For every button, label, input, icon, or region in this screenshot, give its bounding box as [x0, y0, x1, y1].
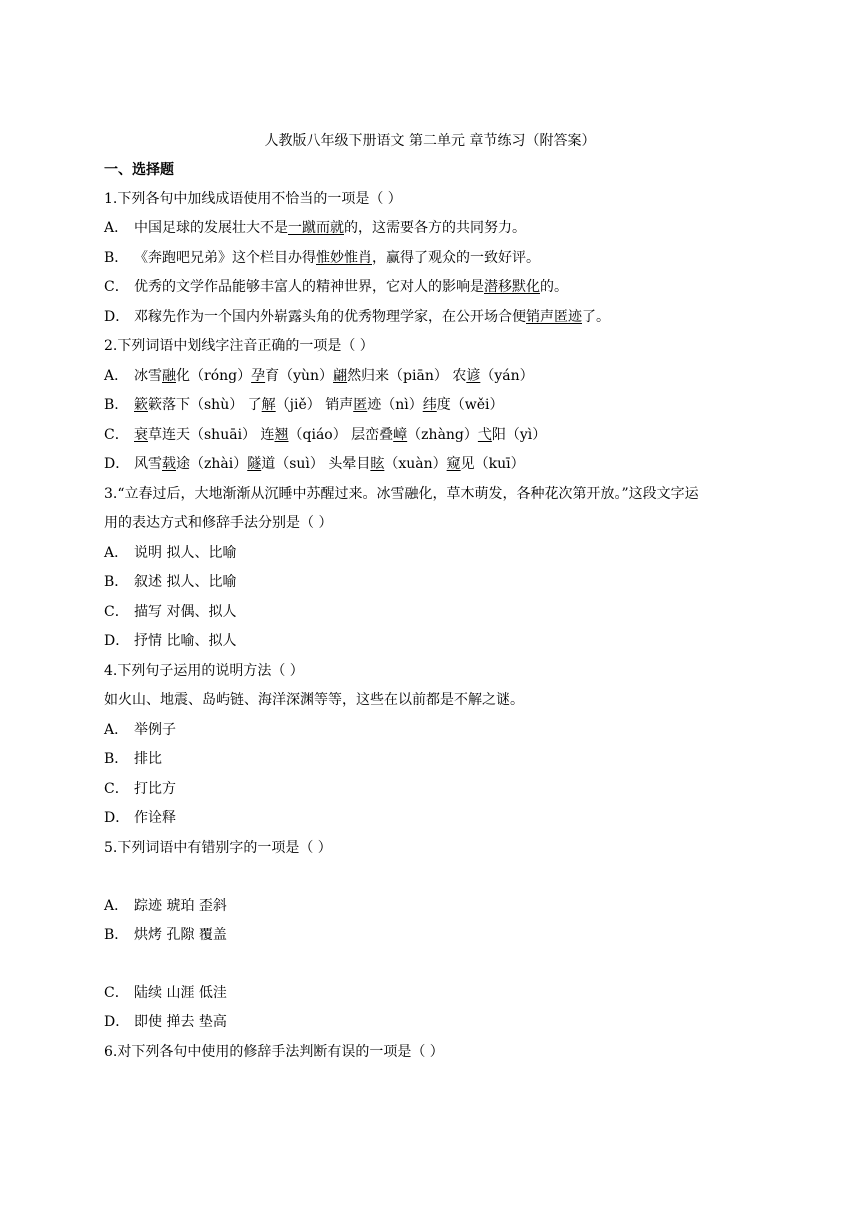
question-3-option-c: [104, 602, 764, 622]
option-text: （jiě） 销声: [275, 397, 354, 413]
section-heading: 一、选择题: [104, 162, 174, 178]
option-label: A．: [104, 545, 129, 561]
option-text: 度（wěi）: [436, 397, 504, 413]
question-1-option-a: [104, 218, 764, 238]
underlined-char: 载: [162, 456, 176, 472]
question-3-stem-line-1: 3.“立春过后，大地渐渐从沉睡中苏醒过来。冰雪融化，草木萌发，各种花次第开放。”这段文字运: [104, 486, 699, 502]
option-text: 道（suì） 头晕目: [261, 456, 371, 472]
underlined-char: 弋: [477, 427, 492, 443]
question-1-option-b: [104, 248, 764, 268]
option-text: 的，这需要各方的共同努力。: [344, 220, 526, 236]
question-4-option-d: [104, 808, 764, 828]
option-text: 然归来（piān） 农: [347, 368, 467, 384]
underlined-idiom: 一蹴而就: [288, 220, 344, 236]
underlined-char: 簌: [134, 397, 148, 413]
option-label: B．: [104, 751, 129, 767]
underlined-char: 谚: [466, 368, 481, 384]
option-text: （qiáo） 层峦叠: [288, 427, 394, 443]
option-text: 簌落下（shù） 了: [148, 397, 262, 413]
question-1-option-d: [104, 307, 764, 327]
question-3-stem-line-2: 用的表达方式和修辞手法分别是（ ）: [104, 515, 333, 531]
option-label: C．: [104, 781, 129, 797]
option-text: 化（róng）: [176, 368, 252, 384]
question-2-option-b: [104, 395, 764, 415]
underlined-char: 翘: [274, 427, 289, 443]
question-5-option-b: [104, 925, 764, 945]
underlined-char: 孕: [251, 368, 266, 384]
underlined-char: 匿: [353, 397, 368, 413]
option-label: D．: [104, 1014, 130, 1030]
underlined-char: 隧: [247, 456, 262, 472]
option-text: （xuàn）: [384, 456, 447, 472]
question-3-option-d: [104, 631, 764, 651]
question-1-option-c: [104, 277, 764, 297]
question-3-option-b: [104, 572, 764, 592]
option-text: 的。: [540, 279, 568, 295]
question-2-option-d: [104, 454, 764, 474]
question-4-option-a: [104, 720, 764, 740]
document-title: 人教版八年级下册语文 第二单元 章节练习（附答案）: [264, 133, 596, 149]
option-text: 阳（yì）: [491, 427, 547, 443]
option-text: 描写 对偶、拟人: [134, 604, 237, 620]
option-text: 《奔跑吧兄弟》这个栏目办得: [134, 250, 316, 266]
question-6-stem: 6.对下列各句中使用的修辞手法判断有误的一项是（ ）: [104, 1044, 444, 1060]
question-3-option-a: [104, 543, 764, 563]
question-4-stem: 4.下列句子运用的说明方法（ ）: [104, 663, 304, 679]
option-label: A．: [104, 898, 129, 914]
option-label: A．: [104, 368, 129, 384]
option-text: 中国足球的发展壮大不是: [134, 220, 288, 236]
underlined-idiom: 惟妙惟肖: [316, 250, 372, 266]
option-text: 打比方: [134, 781, 176, 797]
option-text: （yán）: [480, 368, 534, 384]
option-label: D．: [104, 633, 130, 649]
option-text: 举例子: [134, 722, 176, 738]
question-5-option-c: [104, 983, 764, 1003]
question-4-sentence: 如火山、地震、岛屿链、海洋深渊等等，这些在以前都是不解之谜。: [104, 692, 524, 708]
option-text: 草连天（shuāi） 连: [148, 427, 275, 443]
underlined-char: 衰: [134, 427, 148, 443]
underlined-char: 翩: [333, 368, 348, 384]
underlined-char: 嶂: [393, 427, 408, 443]
underlined-char: 窥: [446, 456, 461, 472]
option-text: 见（kuī）: [460, 456, 525, 472]
option-label: B．: [104, 250, 129, 266]
question-2-option-a: [104, 366, 764, 386]
option-text: 育（yùn）: [265, 368, 334, 384]
underlined-char: 纬: [422, 397, 437, 413]
option-label: A．: [104, 722, 129, 738]
option-label: A．: [104, 220, 129, 236]
option-text: 迹（nì）: [367, 397, 423, 413]
option-text: 作诠释: [134, 810, 176, 826]
option-text: 邓稼先作为一个国内外崭露头角的优秀物理学家，在公开场合便: [134, 309, 526, 325]
option-text: 风雪: [134, 456, 162, 472]
option-text: ，赢得了观众的一致好评。: [372, 250, 540, 266]
underlined-char: 解: [261, 397, 276, 413]
option-label: B．: [104, 574, 129, 590]
option-label: D．: [104, 309, 130, 325]
option-text: 优秀的文学作品能够丰富人的精神世界，它对人的影响是: [134, 279, 484, 295]
option-label: B．: [104, 927, 129, 943]
option-text: （zhàng）: [407, 427, 478, 443]
underlined-char: 眩: [370, 456, 385, 472]
question-5-option-d: [104, 1012, 764, 1032]
option-label: C．: [104, 427, 129, 443]
question-2-stem: 2.下列词语中划线字注音正确的一项是（ ）: [104, 338, 374, 354]
underlined-idiom: 潜移默化: [484, 279, 540, 295]
option-text: 陆续 山涯 低洼: [134, 985, 227, 1001]
option-label: D．: [104, 810, 130, 826]
option-text: 抒情 比喻、拟人: [134, 633, 237, 649]
underlined-char: 融: [162, 368, 176, 384]
question-4-option-c: [104, 779, 764, 799]
option-text: 冰雪: [134, 368, 162, 384]
option-label: C．: [104, 985, 129, 1001]
question-4-option-b: [104, 749, 764, 769]
option-text: 排比: [134, 751, 162, 767]
option-text: 说明 拟人、比喻: [134, 545, 237, 561]
option-text: 了。: [582, 309, 610, 325]
option-text: 叙述 拟人、比喻: [134, 574, 237, 590]
option-label: C．: [104, 279, 129, 295]
question-5-stem: 5.下列词语中有错别字的一项是（ ）: [104, 840, 332, 856]
underlined-idiom: 销声匿迹: [526, 309, 582, 325]
option-text: 途（zhài）: [176, 456, 248, 472]
option-text: 即使 掸去 垫高: [134, 1014, 227, 1030]
option-text: 烘烤 孔隙 覆盖: [134, 927, 227, 943]
option-label: C．: [104, 604, 129, 620]
option-text: 踪迹 琥珀 歪斜: [134, 898, 227, 914]
question-2-option-c: [104, 425, 764, 445]
option-label: B.: [104, 397, 119, 413]
question-5-option-a: [104, 896, 764, 916]
question-1-stem: 1.下列各句中加线成语使用不恰当的一项是（ ）: [104, 191, 402, 207]
option-label: D．: [104, 456, 130, 472]
